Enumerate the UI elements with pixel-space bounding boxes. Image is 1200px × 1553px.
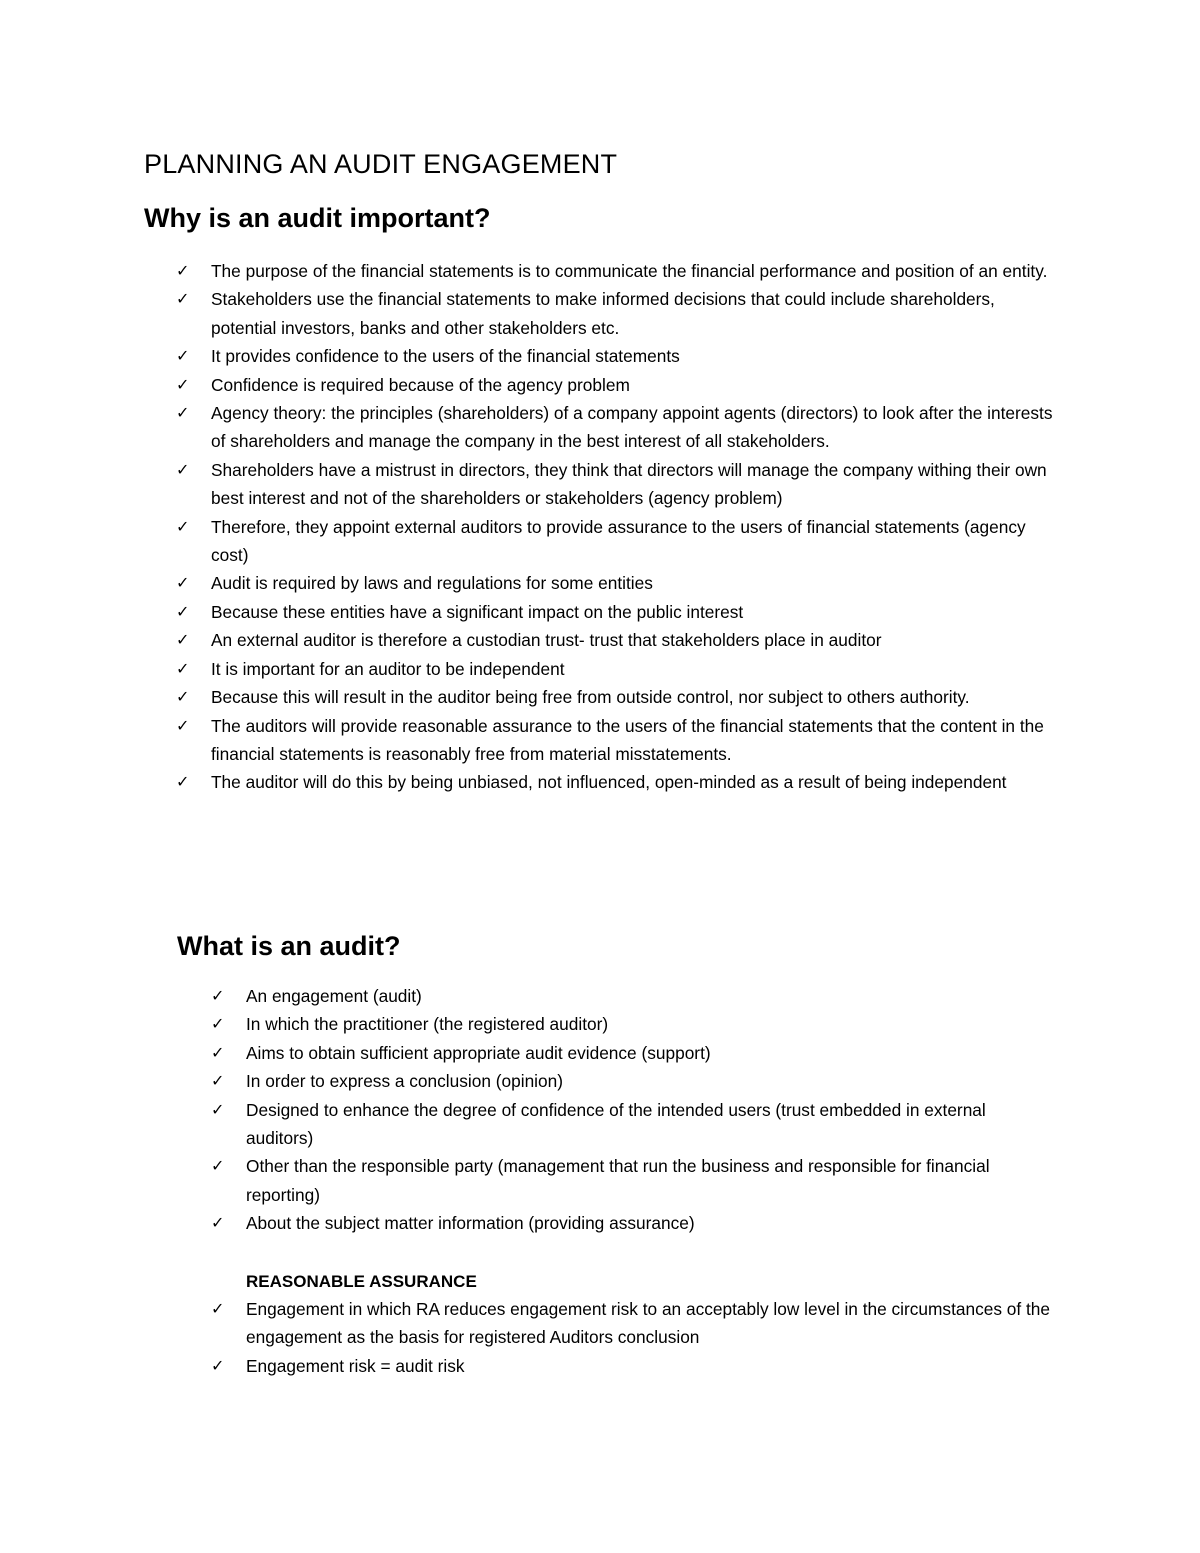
- list-item-text: Engagement in which RA reduces engagement risk to an acceptably low level in the circumstances of the engagement as the basis for registered Auditors conclusion: [246, 1299, 1051, 1348]
- checkmark-icon: ✓: [211, 1299, 225, 1318]
- checkmark-icon: ✓: [176, 772, 190, 792]
- checkmark-icon: ✓: [176, 374, 190, 394]
- list-item-text: It is important for an auditor to be independent: [211, 658, 565, 679]
- list-item-text: Agency theory: the principles (shareholders) of a company appoint agents (directors) to look after the interests of shareholders and manage the company in the best interest of all stakeholders.: [211, 403, 1053, 452]
- list-item: [211, 1010, 1056, 1038]
- list-item: [211, 1067, 1056, 1095]
- checkmark-icon: ✓: [211, 1156, 225, 1176]
- list-item-text: The purpose of the financial statements is to communicate the financial performance and position of an entity.: [211, 261, 1048, 281]
- list-item-text: Therefore, they appoint external auditors to provide assurance to the users of financial statements (agency cost): [211, 516, 1026, 566]
- list-item: [176, 399, 1056, 456]
- list-item: [176, 569, 1056, 597]
- list-item-text: Because these entities have a significant impact on the public interest: [211, 601, 744, 622]
- checkmark-icon: ✓: [176, 261, 190, 280]
- checkmark-icon: ✓: [176, 346, 190, 366]
- list-item: [176, 285, 1056, 342]
- list-item: [176, 683, 1056, 711]
- checkmark-icon: ✓: [176, 459, 190, 479]
- why-audit-important-list: [176, 257, 1056, 797]
- checkmark-icon: ✓: [176, 715, 190, 735]
- list-item: [211, 1152, 1056, 1209]
- list-item: [176, 513, 1056, 570]
- list-item: [176, 655, 1056, 683]
- list-item-text: It provides confidence to the users of the financial statements: [211, 346, 680, 367]
- list-item: [176, 257, 1056, 285]
- list-item-text: The auditor will do this by being unbiased, not influenced, open-minded as a result of being independent: [211, 772, 1007, 793]
- list-item: [211, 1096, 1056, 1153]
- section-heading-why-audit-important: Why is an audit important?: [144, 203, 491, 233]
- checkmark-icon: ✓: [176, 573, 190, 593]
- list-item-text: Audit is required by laws and regulations for some entities: [211, 573, 653, 594]
- checkmark-icon: ✓: [176, 403, 190, 423]
- list-item: [176, 342, 1056, 370]
- list-item-text: Aims to obtain sufficient appropriate audit evidence (support): [246, 1042, 711, 1063]
- list-item-text: In which the practitioner (the registered auditor): [246, 1014, 609, 1035]
- checkmark-icon: ✓: [176, 516, 190, 536]
- list-item-text: Designed to enhance the degree of confidence of the intended users (trust embedded in external auditors): [246, 1099, 986, 1149]
- list-item-text: Because this will result in the auditor being free from outside control, nor subject to others authority.: [211, 687, 970, 708]
- checkmark-icon: ✓: [211, 1213, 225, 1233]
- list-item: [176, 626, 1056, 654]
- list-item-text: About the subject matter information (providing assurance): [246, 1213, 695, 1234]
- checkmark-icon: ✓: [211, 986, 225, 1005]
- list-item-text: Engagement risk = audit risk: [246, 1355, 465, 1376]
- list-item: [211, 1352, 1056, 1380]
- checkmark-icon: ✓: [211, 1014, 225, 1034]
- list-item: [176, 598, 1056, 626]
- list-item-text: Shareholders have a mistrust in directors, they think that directors will manage the company withing their own best interest and not of the shareholders or stakeholders (agency problem): [211, 459, 1047, 509]
- list-item: [176, 371, 1056, 399]
- list-item: [176, 456, 1056, 513]
- list-item-text: Confidence is required because of the agency problem: [211, 374, 630, 395]
- list-item: [176, 768, 1056, 796]
- list-item-text: An engagement (audit): [246, 986, 422, 1006]
- checkmark-icon: ✓: [176, 630, 190, 650]
- reasonable-assurance-list: [211, 1295, 1056, 1380]
- list-item: [211, 1295, 1056, 1352]
- list-item-text: An external auditor is therefore a custodian trust- trust that stakeholders place in auditor: [211, 630, 882, 651]
- checkmark-icon: ✓: [176, 289, 190, 309]
- list-item-text: In order to express a conclusion (opinion): [246, 1071, 563, 1092]
- section-heading-reasonable-assurance: REASONABLE ASSURANCE: [246, 1272, 477, 1291]
- list-item-text: Other than the responsible party (management that run the business and responsible for financial reporting): [246, 1156, 990, 1205]
- section-heading-what-is-audit: What is an audit?: [177, 931, 401, 961]
- checkmark-icon: ✓: [176, 687, 190, 707]
- checkmark-icon: ✓: [211, 1042, 225, 1062]
- checkmark-icon: ✓: [211, 1099, 225, 1119]
- list-item-text: The auditors will provide reasonable assurance to the users of the financial statements that the content in the financial statements is reasonably free from material misstatements.: [211, 715, 1044, 764]
- list-item: [211, 1209, 1056, 1237]
- checkmark-icon: ✓: [211, 1355, 225, 1375]
- document-title: PLANNING AN AUDIT ENGAGEMENT: [144, 149, 618, 179]
- checkmark-icon: ✓: [176, 658, 190, 678]
- checkmark-icon: ✓: [176, 601, 190, 621]
- checkmark-icon: ✓: [211, 1071, 225, 1091]
- list-item: [176, 712, 1056, 769]
- list-item-text: Stakeholders use the financial statements to make informed decisions that could include shareholders, potential investors, banks and other stakeholders etc.: [211, 289, 995, 338]
- list-item: [211, 982, 1056, 1010]
- list-item: [211, 1039, 1056, 1067]
- what-is-audit-list: [211, 982, 1056, 1238]
